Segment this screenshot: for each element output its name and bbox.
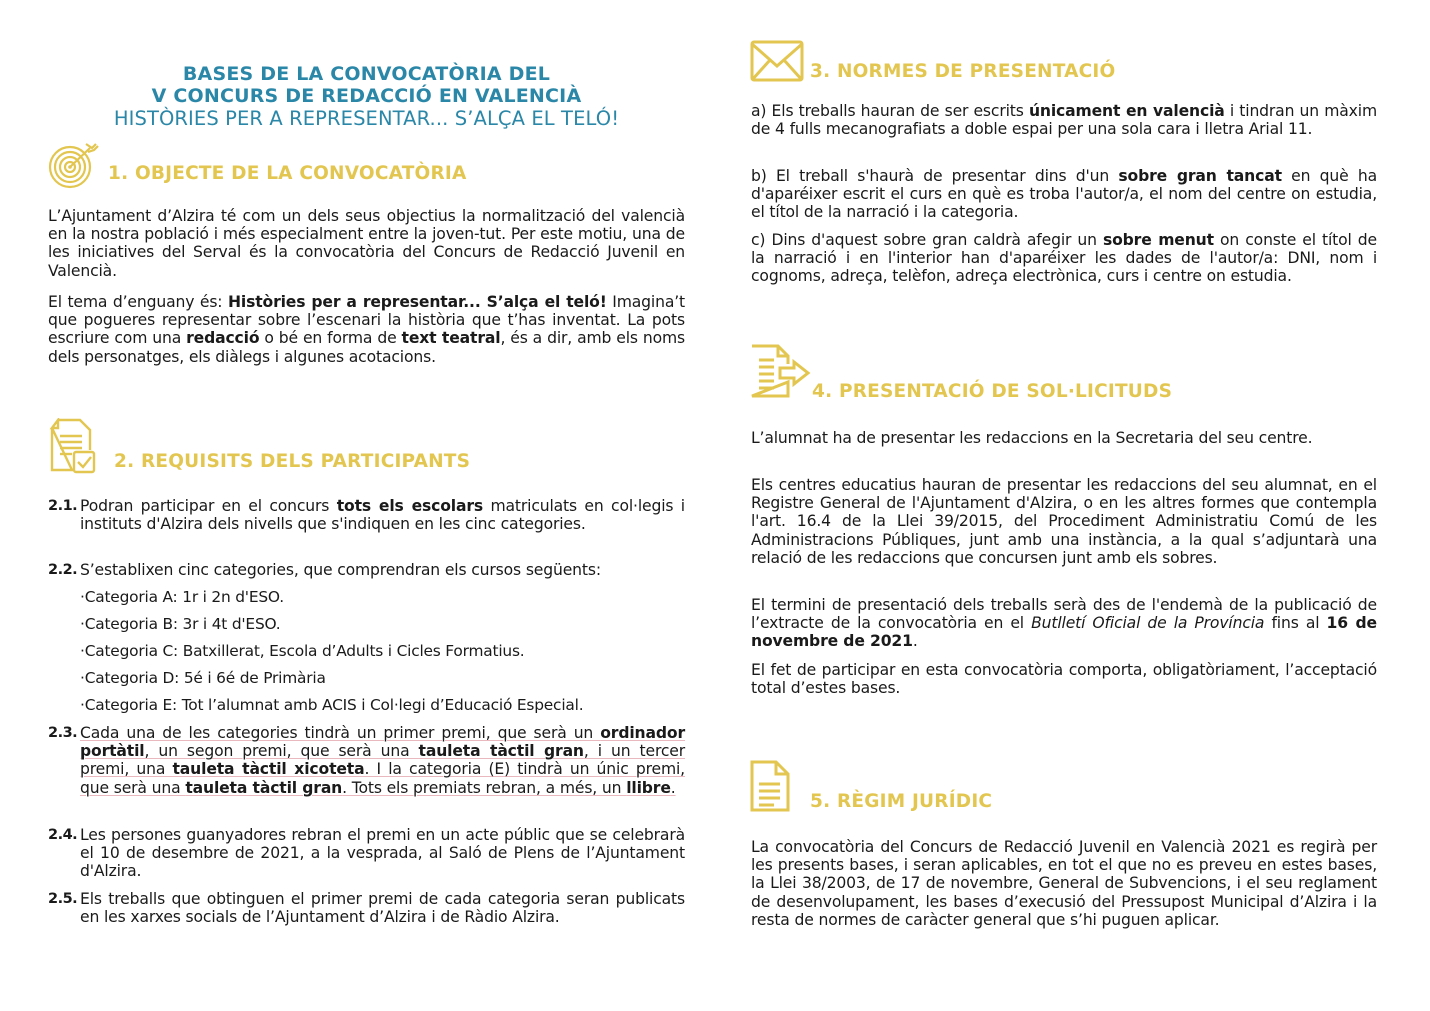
- bold-run: tots els escolars: [336, 497, 484, 515]
- bold-run: sobre gran tancat: [1118, 167, 1282, 185]
- section-4-paragraph-3: [751, 596, 1377, 651]
- document-check-icon: [48, 418, 100, 474]
- text-run: c) Dins d'aquest sobre gran caldrà afegir un: [751, 231, 1103, 249]
- text-run: en què ha d'aparéixer escrit el curs en què es troba l'autor/a, el nom del centre on estudia, el títol de la narració i la categoria.: [751, 167, 1377, 222]
- document-lines-icon: [750, 760, 790, 812]
- item-number: 2.4.: [48, 827, 78, 843]
- section-3-paragraph-c: [751, 231, 1377, 286]
- section-5-paragraph-1: La convocatòria del Concurs de Redacció Juvenil en Valencià 2021 es regirà per les presents bases, i seran aplicables, en tot el que no es preveu en estes bases, la Llei 38/2003, de 17 de novembre, General de Subvencions, i el seu reglament de desenvolupament, les bases d’execusió del Pressupost Municipal d’Alzira i la resta de normes de caràcter general que s’hi puguen aplicar.: [751, 838, 1377, 929]
- item-2-2: [48, 561, 685, 579]
- target-icon: [48, 140, 102, 190]
- text-run: fins al: [1264, 614, 1327, 633]
- section-1-paragraph-1: L’Ajuntament d’Alzira té com un dels seus objectius la normalització del valencià en la nostra població i més especialment entre la joven-tut. Per este motiu, una de les iniciatives del Serval és la convocatòria del Concurs de Redacció Juvenil en Valencià.: [48, 207, 685, 280]
- bold-text-teatral: text teatral: [401, 329, 501, 348]
- section-4-title: 4. PRESENTACIÓ DE SOL·LICITUDS: [812, 381, 1173, 402]
- item-text: Les persones guanyadores rebran el premi en un acte públic que se celebrarà el 10 de desembre de 2021, a la vesprada, al Saló de Plens de l’Ajuntament d'Alzira.: [80, 826, 685, 881]
- bold-run: tauleta tàctil xicoteta: [172, 760, 365, 779]
- bold-run: ordinador portàtil: [80, 724, 685, 761]
- item-number: 2.3.: [48, 725, 78, 741]
- item-text: S’establixen cinc categories, que comprendran els cursos següents:: [80, 561, 601, 579]
- section-4-heading: [750, 344, 1172, 400]
- section-1-title: 1. OBJECTE DE LA CONVOCATÒRIA: [108, 163, 467, 184]
- category-c: ·Categoria C: Batxillerat, Escola d’Adults i Cicles Formatius.: [80, 642, 525, 660]
- item-number: 2.2.: [48, 562, 78, 578]
- section-4-paragraph-1: L’alumnat ha de presentar les redaccions en la Secretaria del seu centre.: [751, 429, 1313, 447]
- category-b: ·Categoria B: 3r i 4t d'ESO.: [80, 615, 281, 633]
- text-run: i tindran un màxim de 4 fulls mecanografiats a doble espai per una sola cara i lletra Arial 11.: [751, 102, 1377, 139]
- item-number: 2.1.: [48, 498, 78, 514]
- section-3-heading: [750, 40, 1115, 82]
- deadline-bold: 16 de novembre de 2021: [751, 614, 1377, 651]
- envelope-icon: [750, 40, 804, 82]
- text-run: . Tots els premiats rebran, a més, un: [342, 778, 627, 797]
- category-d: ·Categoria D: 5é i 6é de Primària: [80, 669, 326, 687]
- document-title: [48, 63, 685, 130]
- text-run: o bé en forma de: [259, 329, 402, 348]
- bold-run: sobre menut: [1102, 231, 1214, 249]
- item-number: 2.5.: [48, 891, 78, 907]
- section-5-heading: [750, 760, 992, 812]
- text-run: b) El treball s'haurà de presentar dins d'un: [751, 167, 1119, 185]
- text-run: a) Els treballs hauran de ser escrits: [751, 102, 1029, 120]
- subtitle: HISTÒRIES PER A REPRESENTAR... S’ALÇA EL TELÓ!: [113, 107, 620, 130]
- italic-run: Butlletí Oficial de la Província: [1031, 614, 1265, 633]
- section-4-paragraph-4: El fet de participar en esta convocatòria comporta, obligatòriament, l’acceptació total d’estes bases.: [751, 661, 1377, 698]
- section-1-heading: [48, 140, 467, 190]
- bold-run: únicament en valencià: [1028, 102, 1225, 120]
- section-1-paragraph-2: [48, 293, 685, 366]
- category-a: ·Categoria A: 1r i 2n d'ESO.: [80, 588, 284, 606]
- section-2-heading: [48, 418, 470, 474]
- title-line-2: V CONCURS DE REDACCIÓ EN VALENCIÀ: [151, 85, 582, 107]
- text-run: Imagina’t que pogueres representar sobre l’escenari la història que t’has inventat. La pots escriure com una: [48, 293, 685, 348]
- text-run: Cada una de les categories tindrà un primer premi, que serà un: [80, 724, 601, 742]
- theme-bold: Històries per a representar... S’alça el teló!: [227, 293, 607, 311]
- category-e: ·Categoria E: Tot l’alumnat amb ACIS i Col·legi d’Educació Especial.: [80, 696, 584, 714]
- item-2-4: [48, 826, 685, 881]
- item-2-1: [48, 497, 685, 533]
- text-run: , és a dir, amb els noms dels personatges, els diàlegs i algunes acotacions.: [48, 329, 685, 366]
- section-3-paragraph-a: [751, 102, 1377, 138]
- item-2-5: [48, 890, 685, 926]
- section-5-title: 5. RÈGIM JURÍDIC: [810, 791, 993, 812]
- text-run: .: [912, 632, 918, 651]
- item-2-3: [48, 724, 685, 797]
- item-text: [80, 724, 685, 797]
- section-3-title: 3. NORMES DE PRESENTACIÓ: [810, 61, 1116, 82]
- section-4-paragraph-2: Els centres educatius hauran de presentar les redaccions del seu alumnat, en el Registre General de l'Ajuntament d'Alzira, o en les altres formes que contempla l'art. 16.4 de la Llei 39/2015, del Procediment Administratiu Comú de les Administracions Públiques, junt amb una instància, a la qual s’adjuntarà una relació de les redaccions que concursen junt amb els sobres.: [751, 476, 1377, 567]
- title-line-1: BASES DE LA CONVOCATÒRIA DEL: [182, 63, 551, 85]
- item-text: Els treballs que obtinguen el primer premi de cada categoria seran publicats en les xarxes socials de l’Ajuntament d’Alzira i de Ràdio Alzira.: [80, 890, 685, 927]
- section-3-paragraph-b: [751, 167, 1377, 222]
- item-text: [80, 497, 685, 533]
- text-run: , un segon premi, que serà una: [144, 742, 419, 761]
- text-run: , i un tercer premi, una: [80, 742, 685, 779]
- text-run: Podran participar en el concurs: [80, 497, 337, 515]
- bold-redaccio: redacció: [186, 329, 260, 348]
- text-run: .: [670, 778, 676, 797]
- text-run: . I la categoria (E) tindrà un únic premi, que serà una: [80, 760, 685, 797]
- text-run: on conste el títol de la narració i en l'interior han d'aparéixer les dades de l'autor/a: DNI, nom i cognoms, adreça, telèfon, adreça electrònica, curs i centre on estudia.: [751, 231, 1377, 286]
- bold-run: tauleta tàctil gran: [185, 778, 343, 797]
- text-run: matriculats en col·legis i instituts d'Alzira dels nivells que s'indiquen en les cinc categories.: [80, 497, 685, 534]
- document-arrow-icon: [750, 344, 812, 400]
- text-run: El tema d’enguany és:: [48, 293, 228, 311]
- bold-run: llibre: [626, 778, 671, 797]
- section-2-title: 2. REQUISITS DELS PARTICIPANTS: [114, 451, 471, 472]
- bold-run: tauleta tàctil gran: [418, 742, 584, 761]
- text-run: El termini de presentació dels treballs serà des de l'endemà de la publicació de l’extracte de la convocatòria en el: [751, 596, 1377, 633]
